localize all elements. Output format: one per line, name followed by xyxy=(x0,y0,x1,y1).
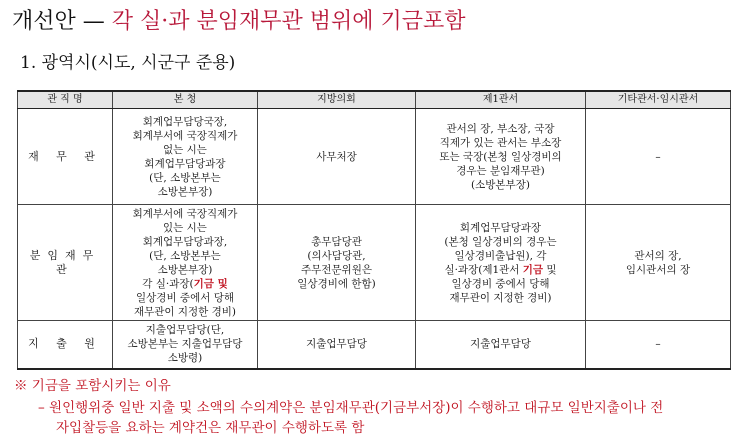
cell-line: (단, 소방본부는 xyxy=(149,171,221,184)
header-bonchung: 본 청 xyxy=(113,91,258,109)
row-label: 분임재무관 xyxy=(18,205,113,321)
cell-line: 소방본부장) xyxy=(157,185,213,198)
cell-line: 회계업무담당국장, xyxy=(142,115,228,128)
cell-text: 및 xyxy=(543,263,557,276)
cell-line: 일상경비출납원), 각 xyxy=(454,249,547,262)
row-label: 재 무 관 xyxy=(18,109,113,205)
table-row-jichurwon xyxy=(18,321,731,369)
cell-line: 재무관이 지정한 경비) xyxy=(449,291,552,304)
cell-line: 총무담당관 xyxy=(311,235,362,248)
cell-bonchung xyxy=(113,109,258,205)
highlight-text: 기금 및 xyxy=(193,277,228,290)
cell-line: 회계부서에 국장직제가 xyxy=(132,129,238,142)
cell-line: 또는 국장(본청 일상경비의 xyxy=(439,150,562,163)
table-header-row xyxy=(18,91,731,109)
cell-council xyxy=(258,205,416,321)
cell-line: 관서의 장, 부소장, 국장 xyxy=(446,122,555,135)
cell-text: 각 실·과장( xyxy=(142,277,194,290)
cell-line-mixed xyxy=(419,263,582,277)
header-council: 지방의회 xyxy=(258,91,416,109)
cell-line: 주무전문위원은 xyxy=(300,263,372,276)
cell-line: (단, 소방본부는 xyxy=(149,249,221,262)
header-position: 관 직 명 xyxy=(18,91,113,109)
cell-council xyxy=(258,321,416,369)
cell-council xyxy=(258,109,416,205)
cell-line: – xyxy=(655,150,661,163)
cell-line: 소방령) xyxy=(167,352,203,365)
cell-office1 xyxy=(416,321,586,369)
cell-office1 xyxy=(416,109,586,205)
cell-line: 소방본부장) xyxy=(157,263,213,276)
table-row-bunim-jaemugwan xyxy=(18,205,731,321)
note-line-1: – 원인행위중 일반 지출 및 소액의 수의계약은 분임재무관(기금부서장)이 수행하고 대규모 일반지출이나 전 xyxy=(38,400,664,416)
title-emphasis: 각 실·과 분임재무관 범위에 기금포함 xyxy=(111,9,466,34)
cell-line: 없는 시는 xyxy=(163,143,207,156)
cell-line: 지출업무담당 xyxy=(470,338,531,351)
cell-line: 지출업무담당(단, xyxy=(145,324,225,337)
cell-line: 있는 시는 xyxy=(163,221,207,234)
row-label: 지 출 원 xyxy=(18,321,113,369)
cell-bonchung xyxy=(113,321,258,369)
cell-line-mixed xyxy=(116,277,254,291)
cell-line: 재무관이 지정한 경비) xyxy=(133,305,237,318)
cell-bonchung xyxy=(113,205,258,321)
title-dash: — xyxy=(82,9,105,34)
cell-other-office xyxy=(586,205,731,321)
cell-line: 직제가 있는 관서는 부소장 xyxy=(439,136,562,149)
cell-line: 회계업무담당과장 xyxy=(459,221,542,234)
cell-line: 지출업무담당 xyxy=(306,338,367,351)
cell-line: 임시관서의 장 xyxy=(625,263,691,276)
page-title xyxy=(12,4,466,35)
cell-line: 일상경비에 한함) xyxy=(297,277,376,290)
cell-line: (의사담당관, xyxy=(307,249,366,262)
cell-line: 회계업무담당과장 xyxy=(144,157,226,170)
cell-line: (소방본부장) xyxy=(471,178,530,191)
cell-other-office xyxy=(586,321,731,369)
cell-line: 경우는 분임재무관) xyxy=(456,164,545,177)
table-row-jaemugwan xyxy=(18,109,731,205)
header-other-office: 기타관서·임시관서 xyxy=(586,91,731,109)
cell-line: 관서의 장, xyxy=(634,249,682,262)
highlight-text: 기금 xyxy=(522,263,544,276)
cell-text: 실·과장(제1관서 xyxy=(444,263,523,276)
cell-line: 일상경비 중에서 당해 xyxy=(451,277,550,290)
cell-line: 일상경비 중에서 당해 xyxy=(136,291,234,304)
cell-line: 회계업무담당과장, xyxy=(142,235,228,248)
finance-role-table xyxy=(17,90,731,370)
cell-other-office xyxy=(586,109,731,205)
section-heading: 1. 광역시(시도, 시군구 준용) xyxy=(20,53,236,73)
header-office1: 제1관서 xyxy=(416,91,586,109)
note-heading: ※ 기금을 포함시키는 이유 xyxy=(14,378,171,394)
note-line-2: 자입찰등을 요하는 계약건은 재무관이 수행하도록 함 xyxy=(56,420,365,436)
cell-line: (본청 일상경비의 경우는 xyxy=(444,235,557,248)
cell-line: – xyxy=(655,338,661,351)
cell-line: 소방본부는 지출업무담당 xyxy=(127,338,243,351)
cell-office1 xyxy=(416,205,586,321)
title-lead: 개선안 xyxy=(12,9,76,34)
cell-line: 사무처장 xyxy=(316,150,357,163)
cell-line: 회계부서에 국장직제가 xyxy=(132,207,238,220)
